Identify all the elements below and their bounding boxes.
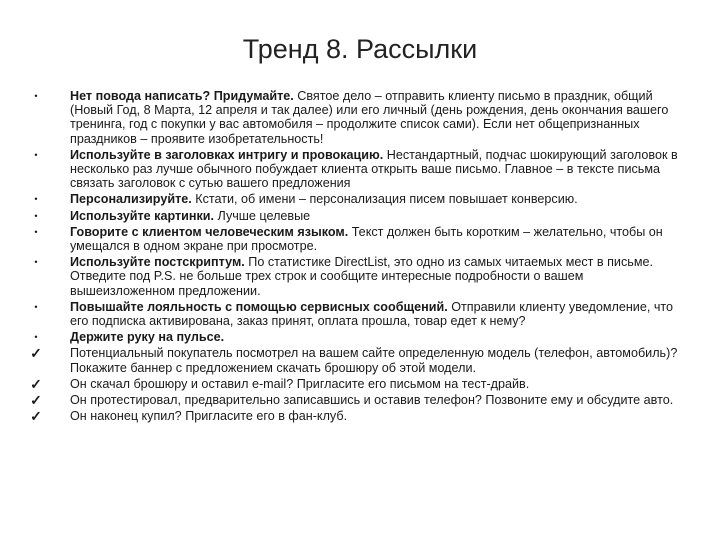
list-item [30, 393, 685, 407]
item-text: По статистике DirectList, это одно из самых читаемых мест в письме. Отведите под P.S. не больше трех строк и сообщите интересные подробности о вашем вышеизложенном предложении. [70, 255, 653, 298]
checkmark-icon: ✓ [30, 408, 42, 425]
item-text: Святое дело – отправить клиенту письмо в праздник, общий (Новый Год, 8 Марта, 12 апреля и так далее) или его личный (день рождения, день окончания вашего тренинга, год с покупки у вас автомобиля – продолжите список сами). Если нет общепризнанных праздников – проявите изобретательность! [70, 89, 669, 146]
item-text: Потенциальный покупатель посмотрел на вашем сайте определенную модель (телефон, автомобиль)? Покажите баннер с предложением скачать брошюру об этой модели. [70, 346, 678, 375]
item-lead: Используйте картинки. [70, 208, 215, 223]
item-text: Кстати, об имени – персонализация писем повышает конверсию. [191, 192, 578, 207]
list-item [30, 377, 685, 391]
bullet-icon: • [34, 210, 38, 221]
bullet-icon: • [34, 301, 38, 312]
list-item [30, 225, 685, 253]
item-lead: Персонализируйте. [70, 192, 192, 207]
item-text: Он протестировал, предварительно записавшись и оставив телефон? Позвоните ему и обсудите авто. [70, 393, 674, 408]
bullet-icon: • [34, 257, 38, 268]
checkmark-icon: ✓ [30, 392, 42, 409]
list-item [30, 192, 685, 206]
item-lead: Используйте в заголовках интригу и провокацию. [70, 147, 384, 162]
list-item [30, 209, 685, 223]
item-lead: Нет повода написать? Придумайте. [70, 89, 294, 103]
list-item [30, 330, 685, 344]
item-text: Он скачал брошюру и оставил e-mail? Пригласите его письмом на тест-драйв. [70, 376, 530, 391]
checkmark-icon: ✓ [30, 345, 42, 362]
item-lead: Повышайте лояльность с помощью сервисных сообщений. [70, 299, 448, 314]
bullet-icon: • [34, 226, 38, 237]
list-item [30, 346, 685, 374]
bullet-icon: • [34, 194, 38, 205]
item-text: Текст должен быть коротким – желательно, чтобы он умещался в одном экране при просмотре. [70, 224, 663, 254]
bullet-icon: • [34, 149, 38, 160]
item-lead: Держите руку на пульсе. [70, 330, 225, 345]
item-text: Нестандартный, подчас шокирующий заголовок в несколько раз лучше обычного побуждает клиента открыть ваше письмо. Главное – в тексте письма связать заголовок с сутью вашего предложения [70, 147, 678, 191]
item-lead: Используйте постскриптум. [70, 255, 245, 270]
bullet-icon: • [34, 91, 38, 101]
slide-title: Тренд 8. Рассылки [242, 34, 478, 64]
list-item [30, 255, 685, 298]
checkmark-icon: ✓ [30, 375, 42, 392]
list-item [30, 148, 685, 191]
list-item [30, 89, 685, 146]
bullet-icon: • [34, 332, 38, 343]
list-item [30, 409, 685, 423]
item-text: Лучше целевые [214, 208, 311, 223]
bullet-list [30, 89, 685, 425]
item-lead: Говорите с клиентом человеческим языком. [70, 224, 349, 239]
item-text: Отправили клиенту уведомление, что его подписка активирована, заказ принят, оплата прошла, товар едет к нему? [70, 299, 674, 329]
list-item [30, 300, 685, 328]
item-text: Он наконец купил? Пригласите его в фан-клуб. [70, 409, 348, 424]
